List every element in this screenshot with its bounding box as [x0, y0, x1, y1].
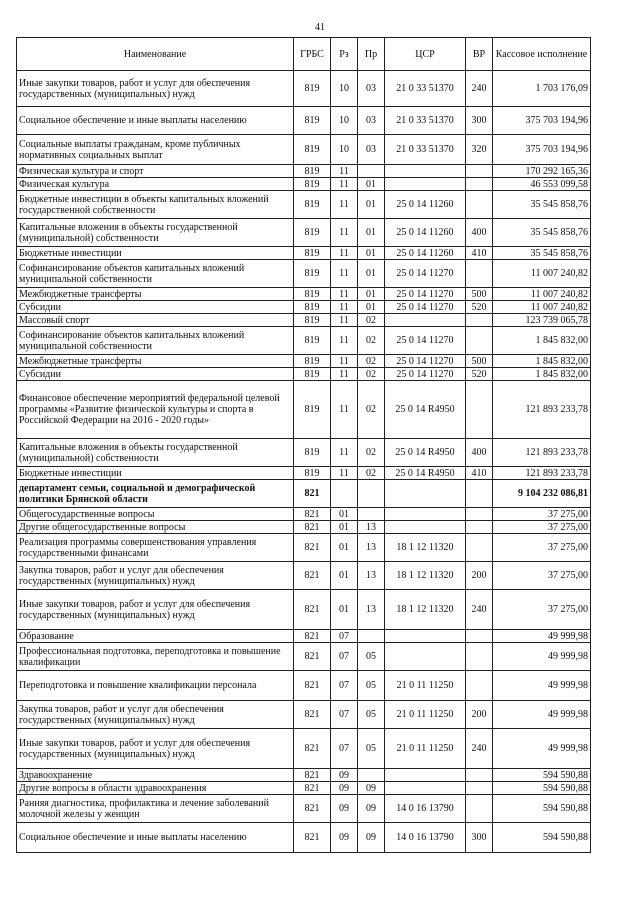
table-row — [17, 729, 591, 769]
cell-name: Иные закупки товаров, работ и услуг для обеспечения государственных (муниципальных) нужд — [17, 590, 294, 630]
cell-amount: 594 590,88 — [493, 795, 591, 823]
cell-grbs: 819 — [294, 314, 331, 327]
table-row — [17, 467, 591, 480]
cell-csr: 25 0 14 11270 — [385, 327, 466, 355]
column-header-pr: Пр — [358, 38, 385, 71]
cell-pr — [358, 165, 385, 178]
cell-rz: 07 — [331, 630, 358, 643]
cell-grbs: 819 — [294, 219, 331, 247]
cell-grbs: 821 — [294, 508, 331, 521]
cell-amount: 1 845 832,00 — [493, 327, 591, 355]
table-row — [17, 260, 591, 288]
cell-grbs: 819 — [294, 135, 331, 165]
cell-amount: 37 275,00 — [493, 590, 591, 630]
cell-amount: 375 703 194,96 — [493, 107, 591, 135]
cell-grbs: 821 — [294, 534, 331, 562]
column-header-rz: Рз — [331, 38, 358, 71]
cell-csr: 18 1 12 11320 — [385, 534, 466, 562]
cell-name: Переподготовка и повышение квалификации персонала — [17, 671, 294, 701]
cell-csr — [385, 630, 466, 643]
cell-grbs: 821 — [294, 671, 331, 701]
table-row — [17, 219, 591, 247]
cell-name: Социальные выплаты гражданам, кроме публичных нормативных социальных выплат — [17, 135, 294, 165]
table-row — [17, 178, 591, 191]
cell-vr: 410 — [466, 247, 493, 260]
cell-csr: 25 0 14 11270 — [385, 301, 466, 314]
cell-amount: 49 999,98 — [493, 701, 591, 729]
cell-rz: 11 — [331, 355, 358, 368]
table-row — [17, 643, 591, 671]
cell-name: Капитальные вложения в объекты государственной (муниципальной) собственности — [17, 439, 294, 467]
cell-rz: 11 — [331, 178, 358, 191]
cell-name: Бюджетные инвестиции — [17, 247, 294, 260]
cell-rz: 11 — [331, 219, 358, 247]
cell-name: Физическая культура и спорт — [17, 165, 294, 178]
cell-vr — [466, 260, 493, 288]
cell-csr — [385, 314, 466, 327]
table-row — [17, 823, 591, 853]
cell-pr — [358, 508, 385, 521]
cell-pr: 09 — [358, 823, 385, 853]
cell-grbs: 821 — [294, 769, 331, 782]
cell-grbs: 821 — [294, 823, 331, 853]
cell-name: департамент семьи, социальной и демографической политики Брянской области — [17, 480, 294, 508]
cell-rz: 11 — [331, 467, 358, 480]
cell-name: Физическая культура — [17, 178, 294, 191]
cell-grbs: 821 — [294, 480, 331, 508]
table-row — [17, 301, 591, 314]
cell-csr — [385, 165, 466, 178]
cell-vr: 240 — [466, 71, 493, 107]
table-row — [17, 71, 591, 107]
cell-grbs: 819 — [294, 355, 331, 368]
cell-amount: 37 275,00 — [493, 508, 591, 521]
cell-pr: 03 — [358, 71, 385, 107]
cell-rz: 07 — [331, 701, 358, 729]
cell-amount: 11 007 240,82 — [493, 288, 591, 301]
table-row — [17, 191, 591, 219]
cell-csr — [385, 508, 466, 521]
cell-name: Здравоохранение — [17, 769, 294, 782]
cell-name: Иные закупки товаров, работ и услуг для обеспечения государственных (муниципальных) нужд — [17, 71, 294, 107]
cell-name: Закупка товаров, работ и услуг для обеспечения государственных (муниципальных) нужд — [17, 701, 294, 729]
cell-vr: 400 — [466, 439, 493, 467]
cell-csr — [385, 769, 466, 782]
cell-grbs: 819 — [294, 288, 331, 301]
cell-rz: 01 — [331, 562, 358, 590]
cell-pr: 05 — [358, 701, 385, 729]
cell-vr: 240 — [466, 729, 493, 769]
cell-name: Социальное обеспечение и иные выплаты населению — [17, 823, 294, 853]
cell-amount: 121 893 233,78 — [493, 467, 591, 480]
cell-grbs: 819 — [294, 178, 331, 191]
cell-vr — [466, 381, 493, 439]
cell-name: Социальное обеспечение и иные выплаты населению — [17, 107, 294, 135]
table-row — [17, 381, 591, 439]
cell-rz: 11 — [331, 260, 358, 288]
cell-pr: 02 — [358, 381, 385, 439]
cell-vr: 400 — [466, 219, 493, 247]
cell-rz: 11 — [331, 301, 358, 314]
table-row — [17, 288, 591, 301]
table-row — [17, 630, 591, 643]
cell-rz: 11 — [331, 327, 358, 355]
cell-amount: 121 893 233,78 — [493, 439, 591, 467]
cell-amount: 170 292 165,36 — [493, 165, 591, 178]
cell-vr: 410 — [466, 467, 493, 480]
cell-amount: 37 275,00 — [493, 534, 591, 562]
cell-grbs: 821 — [294, 630, 331, 643]
cell-grbs: 821 — [294, 795, 331, 823]
cell-csr: 25 0 14 11270 — [385, 260, 466, 288]
cell-vr: 520 — [466, 301, 493, 314]
cell-name: Профессиональная подготовка, переподготовка и повышение квалификации — [17, 643, 294, 671]
cell-csr: 25 0 14 11260 — [385, 191, 466, 219]
cell-amount: 9 104 232 086,81 — [493, 480, 591, 508]
cell-vr — [466, 769, 493, 782]
cell-csr: 21 0 33 51370 — [385, 135, 466, 165]
cell-pr: 13 — [358, 562, 385, 590]
cell-csr: 14 0 16 13790 — [385, 795, 466, 823]
table-row — [17, 480, 591, 508]
cell-grbs: 819 — [294, 247, 331, 260]
cell-pr: 01 — [358, 247, 385, 260]
cell-rz: 11 — [331, 288, 358, 301]
cell-vr — [466, 314, 493, 327]
table-row — [17, 439, 591, 467]
cell-amount: 1 703 176,09 — [493, 71, 591, 107]
table-row — [17, 314, 591, 327]
cell-grbs: 819 — [294, 260, 331, 288]
cell-grbs: 821 — [294, 729, 331, 769]
cell-rz: 07 — [331, 729, 358, 769]
cell-amount: 121 893 233,78 — [493, 381, 591, 439]
column-header-grbs: ГРБС — [294, 38, 331, 71]
cell-rz: 11 — [331, 314, 358, 327]
cell-pr — [358, 769, 385, 782]
cell-csr: 25 0 14 11270 — [385, 355, 466, 368]
cell-csr: 21 0 11 11250 — [385, 729, 466, 769]
cell-rz: 11 — [331, 368, 358, 381]
cell-pr: 09 — [358, 782, 385, 795]
cell-rz: 10 — [331, 107, 358, 135]
cell-grbs: 819 — [294, 327, 331, 355]
cell-name: Реализация программы совершенствования управления государственными финансами — [17, 534, 294, 562]
cell-vr — [466, 671, 493, 701]
cell-csr: 25 0 14 11260 — [385, 219, 466, 247]
cell-grbs: 819 — [294, 301, 331, 314]
table-row — [17, 701, 591, 729]
cell-grbs: 819 — [294, 71, 331, 107]
cell-vr — [466, 534, 493, 562]
cell-grbs: 819 — [294, 381, 331, 439]
cell-rz: 01 — [331, 534, 358, 562]
cell-pr: 02 — [358, 368, 385, 381]
cell-name: Софинансирование объектов капитальных вложений муниципальной собственности — [17, 327, 294, 355]
cell-pr: 01 — [358, 260, 385, 288]
cell-pr: 01 — [358, 301, 385, 314]
cell-grbs: 821 — [294, 643, 331, 671]
table-row — [17, 135, 591, 165]
cell-name: Ранняя диагностика, профилактика и лечение заболеваний молочной железы у женщин — [17, 795, 294, 823]
table-row — [17, 247, 591, 260]
cell-vr — [466, 521, 493, 534]
cell-pr: 02 — [358, 355, 385, 368]
cell-vr: 500 — [466, 355, 493, 368]
cell-amount: 35 545 858,76 — [493, 191, 591, 219]
cell-csr: 25 0 14 R4950 — [385, 439, 466, 467]
cell-rz — [331, 480, 358, 508]
cell-name: Другие вопросы в области здравоохранения — [17, 782, 294, 795]
cell-name: Иные закупки товаров, работ и услуг для обеспечения государственных (муниципальных) нужд — [17, 729, 294, 769]
cell-grbs: 821 — [294, 701, 331, 729]
cell-grbs: 819 — [294, 467, 331, 480]
cell-amount: 49 999,98 — [493, 729, 591, 769]
page-number: 41 — [315, 22, 325, 33]
cell-pr: 01 — [358, 191, 385, 219]
cell-rz: 01 — [331, 508, 358, 521]
cell-csr: 21 0 11 11250 — [385, 671, 466, 701]
cell-name: Софинансирование объектов капитальных вложений муниципальной собственности — [17, 260, 294, 288]
cell-rz: 11 — [331, 381, 358, 439]
table-row — [17, 782, 591, 795]
cell-csr: 21 0 11 11250 — [385, 701, 466, 729]
cell-vr — [466, 630, 493, 643]
cell-pr: 03 — [358, 135, 385, 165]
cell-amount: 1 845 832,00 — [493, 355, 591, 368]
cell-grbs: 821 — [294, 562, 331, 590]
cell-name: Образование — [17, 630, 294, 643]
cell-name: Межбюджетные трансферты — [17, 288, 294, 301]
cell-grbs: 819 — [294, 439, 331, 467]
cell-csr — [385, 480, 466, 508]
cell-pr: 05 — [358, 729, 385, 769]
table-row — [17, 795, 591, 823]
cell-grbs: 819 — [294, 165, 331, 178]
cell-rz: 10 — [331, 135, 358, 165]
cell-rz: 09 — [331, 795, 358, 823]
cell-amount: 1 845 832,00 — [493, 368, 591, 381]
table-row — [17, 769, 591, 782]
cell-rz: 11 — [331, 191, 358, 219]
cell-name: Межбюджетные трансферты — [17, 355, 294, 368]
cell-vr: 300 — [466, 823, 493, 853]
cell-name: Финансовое обеспечение мероприятий федеральной целевой программы «Развитие физической культуры и спорта в Российской Федерации на 2016 - 2020 годы» — [17, 381, 294, 439]
cell-amount: 375 703 194,96 — [493, 135, 591, 165]
cell-vr — [466, 327, 493, 355]
cell-vr — [466, 178, 493, 191]
cell-csr: 14 0 16 13790 — [385, 823, 466, 853]
table-row — [17, 508, 591, 521]
cell-pr: 05 — [358, 643, 385, 671]
cell-csr — [385, 178, 466, 191]
cell-pr — [358, 630, 385, 643]
cell-csr: 25 0 14 11270 — [385, 368, 466, 381]
cell-csr — [385, 521, 466, 534]
cell-pr: 13 — [358, 534, 385, 562]
table-row — [17, 671, 591, 701]
cell-rz: 11 — [331, 165, 358, 178]
cell-rz: 01 — [331, 590, 358, 630]
cell-amount: 594 590,88 — [493, 823, 591, 853]
cell-pr: 02 — [358, 439, 385, 467]
cell-name: Капитальные вложения в объекты государственной (муниципальной) собственности — [17, 219, 294, 247]
cell-rz: 10 — [331, 71, 358, 107]
cell-pr: 05 — [358, 671, 385, 701]
column-header-csr: ЦСР — [385, 38, 466, 71]
cell-csr: 21 0 33 51370 — [385, 71, 466, 107]
cell-amount: 594 590,88 — [493, 782, 591, 795]
cell-pr: 03 — [358, 107, 385, 135]
cell-grbs: 821 — [294, 521, 331, 534]
table-row — [17, 534, 591, 562]
cell-amount: 11 007 240,82 — [493, 301, 591, 314]
cell-grbs: 819 — [294, 107, 331, 135]
cell-vr: 200 — [466, 562, 493, 590]
cell-vr: 520 — [466, 368, 493, 381]
cell-name: Субсидии — [17, 368, 294, 381]
cell-rz: 07 — [331, 671, 358, 701]
cell-name: Бюджетные инвестиции в объекты капитальных вложений государственной собственности — [17, 191, 294, 219]
cell-amount: 35 545 858,76 — [493, 247, 591, 260]
cell-pr: 02 — [358, 314, 385, 327]
table-row — [17, 165, 591, 178]
cell-amount: 594 590,88 — [493, 769, 591, 782]
cell-pr: 13 — [358, 521, 385, 534]
table-header-row — [17, 38, 591, 71]
cell-amount: 49 999,98 — [493, 643, 591, 671]
table-row — [17, 107, 591, 135]
table-row — [17, 590, 591, 630]
cell-csr: 21 0 33 51370 — [385, 107, 466, 135]
cell-amount: 35 545 858,76 — [493, 219, 591, 247]
cell-name: Субсидии — [17, 301, 294, 314]
table-row — [17, 562, 591, 590]
cell-csr: 18 1 12 11320 — [385, 562, 466, 590]
table-row — [17, 327, 591, 355]
cell-rz: 09 — [331, 823, 358, 853]
cell-amount: 37 275,00 — [493, 562, 591, 590]
cell-grbs: 819 — [294, 368, 331, 381]
column-header-amount: Кассовое исполнение — [493, 38, 591, 71]
cell-vr — [466, 795, 493, 823]
cell-rz: 07 — [331, 643, 358, 671]
cell-csr: 18 1 12 11320 — [385, 590, 466, 630]
cell-amount: 123 739 065,78 — [493, 314, 591, 327]
cell-vr — [466, 165, 493, 178]
cell-amount: 37 275,00 — [493, 521, 591, 534]
cell-amount: 49 999,98 — [493, 630, 591, 643]
cell-vr: 320 — [466, 135, 493, 165]
cell-rz: 01 — [331, 521, 358, 534]
cell-csr — [385, 782, 466, 795]
cell-vr: 500 — [466, 288, 493, 301]
cell-rz: 11 — [331, 439, 358, 467]
cell-vr — [466, 191, 493, 219]
cell-vr — [466, 643, 493, 671]
cell-vr: 300 — [466, 107, 493, 135]
cell-pr: 13 — [358, 590, 385, 630]
cell-grbs: 819 — [294, 191, 331, 219]
cell-pr: 09 — [358, 795, 385, 823]
column-header-vr: ВР — [466, 38, 493, 71]
cell-amount: 46 553 099,58 — [493, 178, 591, 191]
column-header-name: Наименование — [17, 38, 294, 71]
cell-grbs: 821 — [294, 590, 331, 630]
budget-table — [16, 37, 591, 853]
cell-vr — [466, 508, 493, 521]
cell-pr: 01 — [358, 288, 385, 301]
cell-pr: 01 — [358, 219, 385, 247]
cell-amount: 49 999,98 — [493, 671, 591, 701]
table-row — [17, 521, 591, 534]
cell-pr — [358, 480, 385, 508]
cell-amount: 11 007 240,82 — [493, 260, 591, 288]
cell-rz: 09 — [331, 782, 358, 795]
cell-pr: 02 — [358, 467, 385, 480]
cell-grbs: 821 — [294, 782, 331, 795]
cell-name: Общегосударственные вопросы — [17, 508, 294, 521]
cell-csr: 25 0 14 11260 — [385, 247, 466, 260]
cell-name: Бюджетные инвестиции — [17, 467, 294, 480]
cell-name: Закупка товаров, работ и услуг для обеспечения государственных (муниципальных) нужд — [17, 562, 294, 590]
cell-pr: 02 — [358, 327, 385, 355]
cell-name: Другие общегосударственные вопросы — [17, 521, 294, 534]
cell-name: Массовый спорт — [17, 314, 294, 327]
table-row — [17, 368, 591, 381]
cell-pr: 01 — [358, 178, 385, 191]
cell-rz: 11 — [331, 247, 358, 260]
cell-vr — [466, 480, 493, 508]
cell-rz: 09 — [331, 769, 358, 782]
cell-csr: 25 0 14 R4950 — [385, 467, 466, 480]
cell-csr: 25 0 14 11270 — [385, 288, 466, 301]
cell-csr: 25 0 14 R4950 — [385, 381, 466, 439]
cell-vr: 240 — [466, 590, 493, 630]
cell-vr: 200 — [466, 701, 493, 729]
cell-vr — [466, 782, 493, 795]
table-row — [17, 355, 591, 368]
cell-csr — [385, 643, 466, 671]
